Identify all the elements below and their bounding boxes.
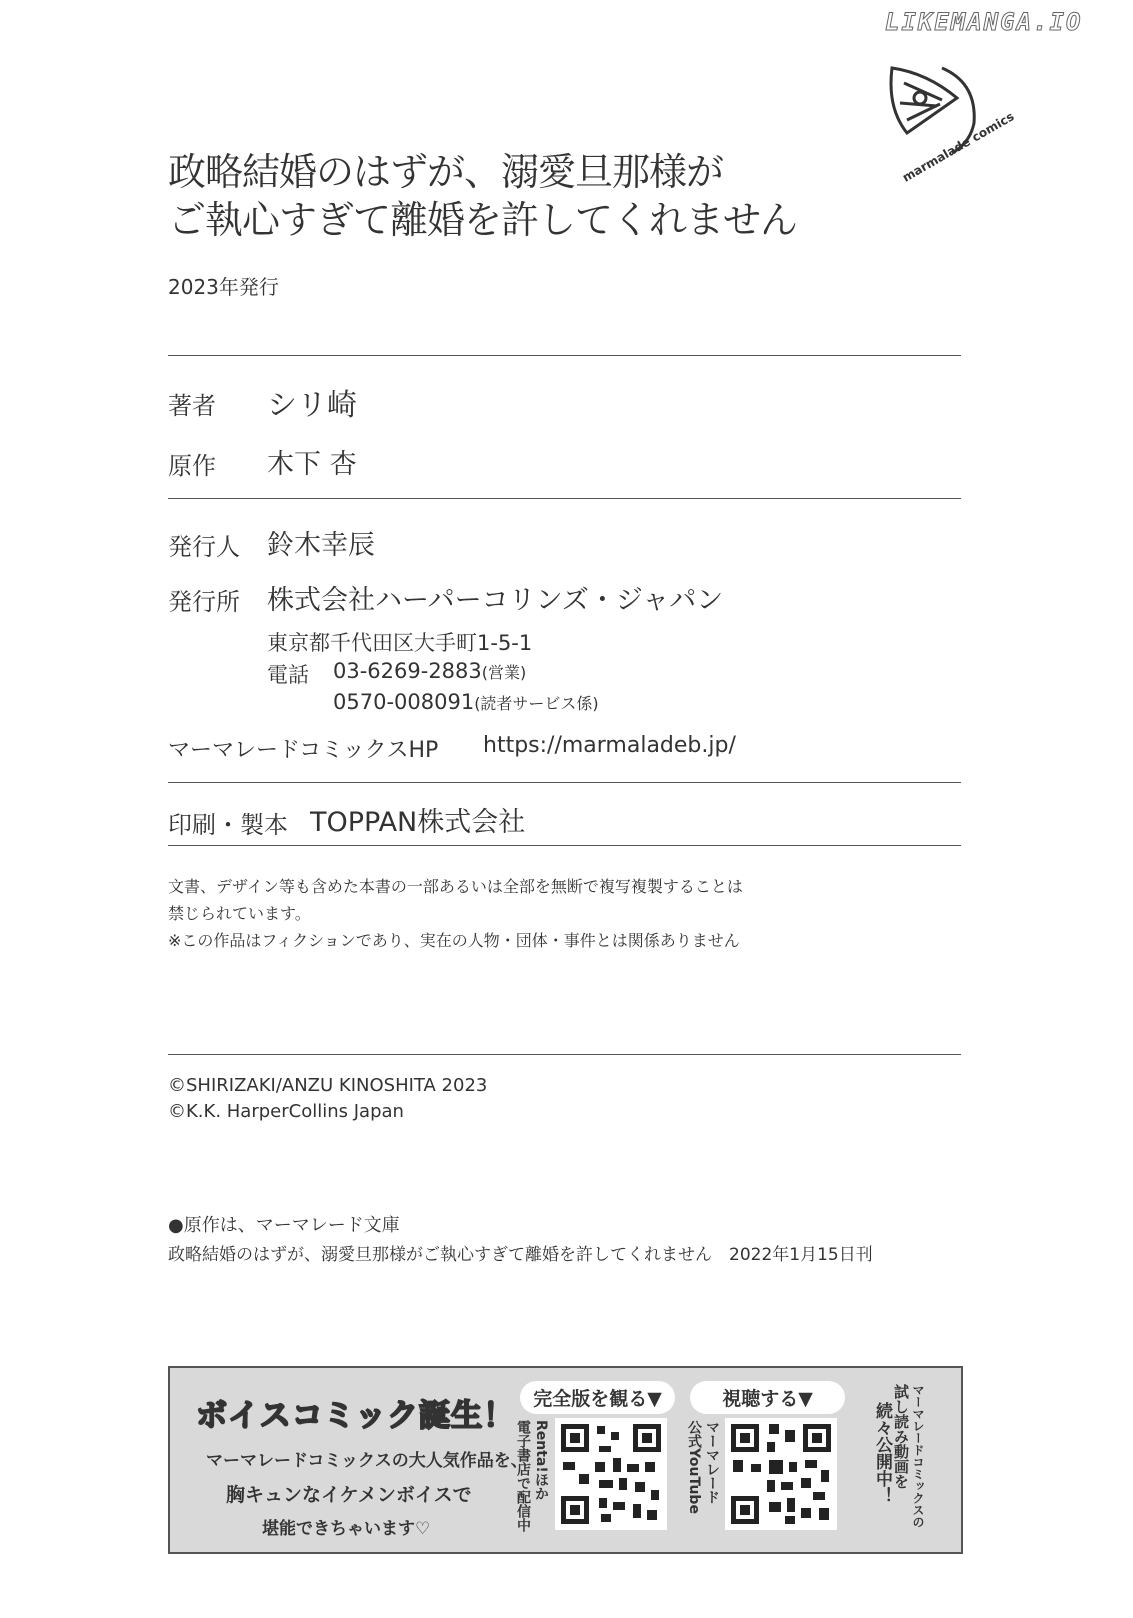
phone-1-note: (営業) bbox=[481, 663, 527, 682]
divider bbox=[168, 355, 961, 356]
phone-2-note: (読者サービス係) bbox=[474, 694, 599, 713]
divider bbox=[168, 782, 961, 783]
banner-vtext-7: 続々公開中！ bbox=[872, 1402, 892, 1504]
watermark: LIKEMANGA.IO bbox=[885, 8, 1083, 36]
qr-code-icon bbox=[725, 1418, 837, 1530]
notice-line-2: 禁じられています。 bbox=[168, 904, 311, 923]
banner-line-1: マーマレードコミックスの大人気作品を、 bbox=[206, 1451, 528, 1471]
original-label: 原作 bbox=[168, 452, 216, 480]
banner-vtext-5: マーマレードコミックスの bbox=[911, 1384, 925, 1528]
copyright-1: ©SHIRIZAKI/ANZU KINOSHITA 2023 bbox=[168, 1075, 488, 1096]
phone-1-number: 03-6269-2883 bbox=[333, 659, 482, 683]
office-name: 株式会社ハーパーコリンズ・ジャパン bbox=[267, 585, 724, 616]
listen-button[interactable]: 視聴する▼ bbox=[690, 1381, 845, 1414]
phone-1 bbox=[333, 659, 526, 683]
copyright-2: ©K.K. HarperCollins Japan bbox=[168, 1101, 404, 1122]
banner-vtext-6: 試し読み動画を bbox=[892, 1384, 910, 1489]
office-label: 発行所 bbox=[168, 588, 240, 616]
printer-name: TOPPAN株式会社 bbox=[310, 807, 526, 838]
original-work-line-1: ●原作は、マーマレード文庫 bbox=[168, 1215, 400, 1236]
banner-vtext-1: Renta!ほか bbox=[533, 1420, 549, 1501]
banner-line-3: 堪能できちゃいます♡ bbox=[262, 1519, 431, 1539]
watch-full-button[interactable]: 完全版を観る▼ bbox=[520, 1381, 675, 1414]
title-line-1: 政略結婚のはずが、溺愛旦那様が bbox=[168, 150, 724, 194]
divider bbox=[168, 845, 961, 846]
phone-2 bbox=[333, 690, 599, 714]
voice-comic-banner bbox=[168, 1366, 963, 1554]
banner-title: ボイスコミック誕生！ bbox=[196, 1398, 516, 1434]
original-work-line-2: 政略結婚のはずが、溺愛旦那様がご執心すぎて離婚を許してくれません 2022年1月15日刊 bbox=[168, 1245, 873, 1265]
logo-text: marmalade comics bbox=[899, 109, 1017, 185]
author-label: 著者 bbox=[168, 392, 216, 420]
homepage-url[interactable]: https://marmaladeb.jp/ bbox=[483, 733, 736, 758]
divider bbox=[168, 498, 961, 499]
banner-vtext-2: 電子書店で配信中 bbox=[515, 1420, 531, 1532]
book-title bbox=[168, 148, 797, 244]
phone-label: 電話 bbox=[267, 663, 309, 687]
qr-code-youtube[interactable] bbox=[725, 1418, 837, 1530]
address: 東京都千代田区大手町1-5-1 bbox=[267, 631, 533, 655]
banner-vtext-4: 公式YouTube bbox=[686, 1420, 702, 1514]
homepage-label: マーマレードコミックスHP bbox=[168, 738, 439, 763]
author-name: シリ崎 bbox=[267, 388, 357, 423]
qr-code-icon bbox=[555, 1418, 667, 1530]
notice-line-1: 文書、デザイン等も含めた本書の一部あるいは全部を無断で複写複製することは bbox=[168, 877, 743, 896]
notice-line-3: ※この作品はフィクションであり、実在の人物・団体・事件とは関係ありません bbox=[168, 931, 740, 950]
publication-year: 2023年発行 bbox=[168, 275, 279, 299]
banner-line-2: 胸キュンなイケメンボイスで bbox=[226, 1484, 472, 1506]
phone-2-number: 0570-008091 bbox=[333, 690, 475, 714]
divider bbox=[168, 1054, 961, 1055]
title-line-2: ご執心すぎて離婚を許してくれません bbox=[168, 198, 798, 242]
publisher-label: 発行人 bbox=[168, 533, 240, 561]
original-author: 木下 杏 bbox=[267, 449, 357, 480]
print-label: 印刷・製本 bbox=[168, 811, 288, 839]
banner-vtext-3: マーマレード bbox=[704, 1420, 720, 1504]
qr-code-store[interactable] bbox=[555, 1418, 667, 1530]
publisher-name: 鈴木幸辰 bbox=[267, 530, 375, 561]
